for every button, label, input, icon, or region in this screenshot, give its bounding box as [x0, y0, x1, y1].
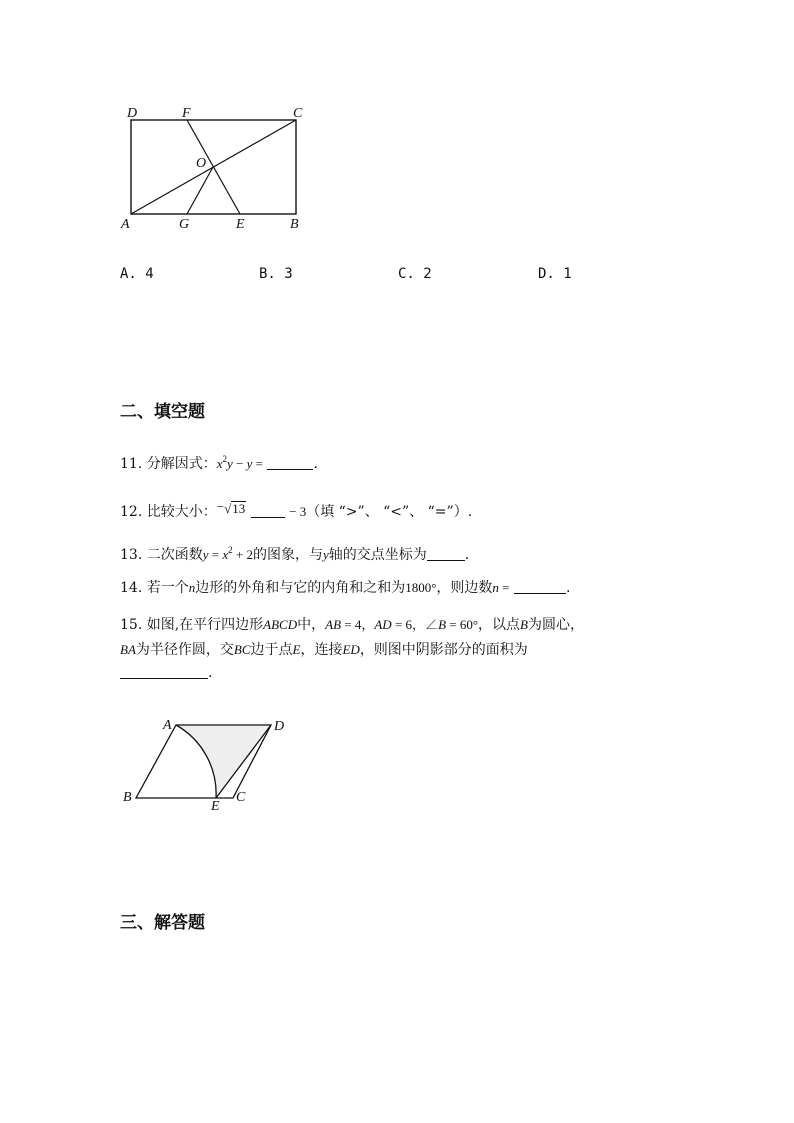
label-e: E — [211, 799, 220, 814]
question-text: 边形的外角和与它的内角和之和为 — [195, 580, 406, 596]
choice-d: D. 1 — [538, 266, 572, 282]
choice-b: B. 3 — [259, 266, 293, 282]
math-n: n — [492, 580, 499, 595]
math-ad-value: = 6， — [391, 617, 426, 632]
question-text: 比较大小： — [146, 504, 217, 520]
math-angle-value: = 60° — [446, 617, 479, 632]
question-text: ，则图中阴影部分的面积为 — [359, 642, 528, 658]
label-o: O — [196, 156, 207, 171]
math-b: B — [438, 617, 447, 632]
question-number: 11. — [120, 456, 143, 472]
math-equals: = — [208, 547, 223, 562]
answer-blank[interactable] — [267, 455, 313, 470]
question-number: 15. — [120, 617, 143, 633]
question-text: ，则边数 — [436, 580, 493, 596]
math-plus-two: + 2 — [232, 547, 253, 562]
period: . — [565, 580, 571, 596]
math-b: B — [520, 617, 528, 632]
math-ed: ED — [342, 642, 360, 657]
label-c: C — [236, 790, 246, 805]
math-exponent: 2 — [222, 454, 227, 464]
question-13 — [120, 541, 469, 564]
question-text: 为半径作圆，交 — [135, 642, 234, 658]
question-number: 12. — [120, 504, 143, 520]
question-12 — [120, 498, 472, 521]
label-a: A — [121, 217, 130, 232]
math-ab: AB — [325, 617, 342, 632]
question-text: ，以点 — [478, 617, 521, 633]
math-ad: AD — [374, 617, 392, 632]
math-ab-value: = 4， — [341, 617, 375, 632]
math-e: E — [292, 642, 301, 657]
label-f: F — [182, 106, 191, 121]
label-a: A — [163, 718, 172, 733]
question-15-line-2 — [120, 641, 528, 659]
label-e: E — [236, 217, 245, 232]
math-y: y — [246, 456, 253, 471]
math-bc: BC — [233, 642, 251, 657]
question-text: 边于点 — [250, 642, 293, 658]
choice-c: C. 2 — [398, 266, 432, 282]
period: . — [313, 456, 318, 472]
math-minus: − — [232, 456, 247, 471]
math-equals: = — [498, 580, 510, 595]
question-text: 为圆心， — [528, 617, 584, 633]
answer-blank[interactable] — [120, 664, 208, 679]
label-b: B — [290, 217, 299, 232]
question-15-line-3 — [120, 664, 212, 682]
math-ba: BA — [120, 642, 136, 657]
answer-blank[interactable] — [251, 503, 285, 518]
radical-sign: √ — [224, 501, 232, 516]
math-degrees: 1800° — [405, 580, 437, 595]
label-d: D — [127, 106, 138, 121]
question-text: 二次函数 — [146, 547, 203, 563]
math-y: y — [322, 547, 329, 562]
label-c: C — [293, 106, 303, 121]
instruction-text: （填 “>”、 “<”、 “=”）. — [306, 504, 473, 520]
question-14 — [120, 579, 570, 597]
period: . — [208, 665, 213, 681]
math-y: y — [202, 547, 209, 562]
answer-blank[interactable] — [514, 579, 566, 594]
math-x: x — [222, 547, 229, 562]
parallelogram-figure — [120, 715, 300, 815]
math-abcd: ABCD — [263, 617, 298, 632]
math-equals: = — [252, 456, 263, 471]
question-text: ，连接 — [300, 642, 343, 658]
question-15-line-1 — [120, 616, 584, 634]
square-root — [224, 500, 246, 518]
period: . — [464, 547, 470, 563]
question-11 — [120, 450, 318, 473]
answer-blank[interactable] — [427, 546, 465, 561]
question-text: 如图,在平行四边形 — [146, 617, 264, 633]
section-heading-answer: 三、解答题 — [120, 913, 205, 933]
question-text: 轴的交点坐标为 — [328, 547, 427, 563]
question-text: 若一个 — [146, 580, 189, 596]
question-text: 的图象，与 — [252, 547, 323, 563]
label-d: D — [274, 719, 285, 734]
choice-a: A. 4 — [120, 266, 154, 282]
label-b: B — [123, 790, 132, 805]
math-y: y — [227, 456, 233, 471]
section-heading-fill-in: 二、填空题 — [120, 402, 205, 422]
question-number: 14. — [120, 580, 143, 596]
question-text: 分解因式： — [146, 456, 217, 472]
math-x: x — [216, 456, 223, 471]
question-number: 13. — [120, 547, 143, 563]
angle-symbol: ∠ — [425, 617, 439, 632]
math-neg-three: − 3 — [289, 504, 307, 519]
question-text: 中， — [297, 617, 326, 633]
label-g: G — [179, 217, 190, 232]
math-exponent: 2 — [228, 545, 233, 555]
math-n: n — [188, 580, 196, 595]
math-negative: − — [216, 499, 225, 514]
radicand: 13 — [232, 501, 246, 516]
